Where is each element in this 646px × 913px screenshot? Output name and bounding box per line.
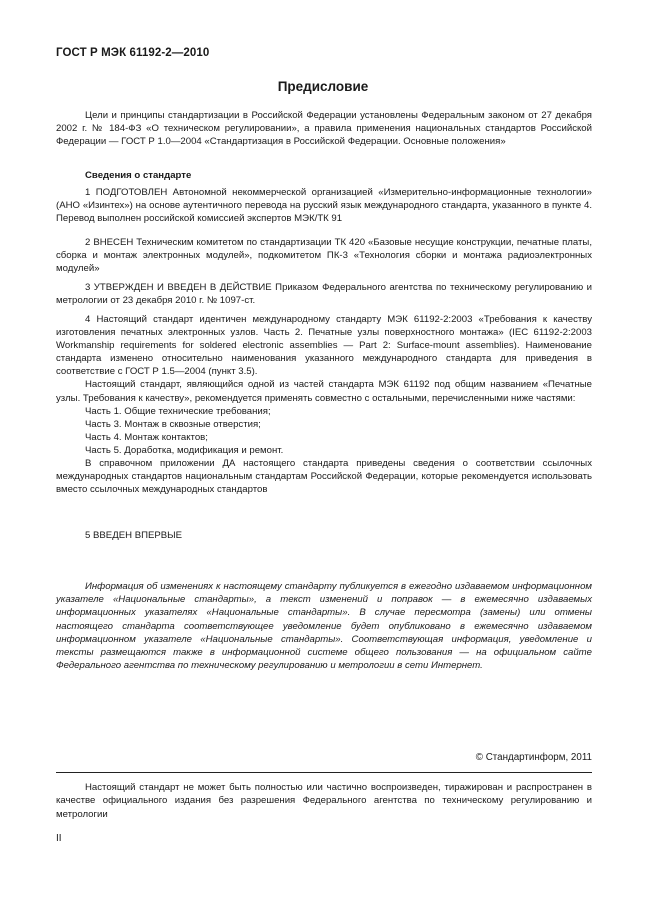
intro-block [56,109,592,148]
page-number: II [56,833,62,844]
item-4-series-paragraph: Настоящий стандарт, являющийся одной из частей стандарта МЭК 61192 под общим названием «Печатные узлы. Требования к качеству», рекомендуется применять совместно с остальными, перечисленными ниже частями: [56,379,592,404]
changes-info-paragraph: Информация об изменениях к настоящему стандарту публикуется в ежегодно издаваемом информационном указателе «Национальные стандарты», а текст изменений и поправок — в ежемесячно издаваемых информационных указателях «Национальные стандарты». В случае пересмотра (замены) или отмены настоящего стандарта соответствующее уведомление будет опубликовано в ежемесячно издаваемом информационном указателе «Национальные стандарты». Соответствующая информация, уведомление и тексты размещаются также в информационной системе общего пользования — на официальном сайте Федерального агентства по техническому регулированию и метрологии в сети Интернет. [56,581,592,672]
standard-code-header: ГОСТ Р МЭК 61192-2—2010 [56,47,210,59]
section-heading: Сведения о стандарте [85,170,192,181]
item-5-paragraph: 5 ВВЕДЕН ВПЕРВЫЕ [85,530,183,541]
page-title [0,79,646,94]
item-3-paragraph: 3 УТВЕРЖДЕН И ВВЕДЕН В ДЕЙСТВИЕ Приказом Федерального агентства по техническому регулированию и метрологии от 23 декабря 2010 г. № 1097-ст. [56,282,592,307]
item-4-block [56,313,592,496]
reproduction-notice-block [56,781,592,821]
item-4-paragraph: 4 Настоящий стандарт идентичен международному стандарту МЭК 61192-2:2003 «Требования к качеству изготовления печатных электронных узлов. Часть 2. Печатные узлы поверхностного монтажа» (IEC 61192-2:2003 Workmanship requirements for soldered electronic assemblies — Part 2: Surface-mount assemblies). Наименование стандарта изменено относительно наименования указанного международного стандарта для приведения в соответствие с ГОСТ Р 1.5—2004 (пункт 3.5). [56,314,592,378]
item-4-appendix-paragraph: В справочном приложении ДА настоящего стандарта приведены сведения о соответствии ссылочных международных стандартов национальным стандартам Российской Федерации, которые рекомендуется использовать вместо ссылочных международных стандартов [56,458,592,496]
part-list-item: Часть 4. Монтаж контактов; [85,431,208,443]
item-5-block [56,529,592,542]
part-list-item: Часть 5. Доработка, модификация и ремонт. [85,444,284,456]
item-3-block [56,281,592,307]
item-1-block [56,186,592,225]
copyright-line: © Стандартинформ, 2011 [475,752,592,763]
horizontal-divider [56,772,592,773]
part-list-item: Часть 3. Монтаж в сквозные отверстия; [85,418,261,430]
intro-paragraph: Цели и принципы стандартизации в Российской Федерации установлены Федеральным законом от 27 декабря 2002 г. № 184-ФЗ «О техническом регулировании», а правила применения национальных стандартов Российской Федерации — ГОСТ Р 1.0—2004 «Стандартизация в Российской Федерации. Основные положения» [56,110,592,148]
page-title-text: Предисловие [277,79,369,94]
item-1-paragraph: 1 ПОДГОТОВЛЕН Автономной некоммерческой организацией «Измерительно-информационные технологии» (АНО «Изинтех») на основе аутентичного перевода на русский язык международного стандарта, указанного в пункте 4. Перевод выполнен российской комиссией экспертов МЭК/ТК 91 [56,187,592,225]
item-2-block [56,236,592,275]
part-list-item: Часть 1. Общие технические требования; [85,405,271,417]
item-2-paragraph: 2 ВНЕСЕН Техническим комитетом по стандартизации ТК 420 «Базовые несущие конструкции, печатные платы, сборка и монтаж электронных модулей», подкомитетом ПК-3 «Технология сборки и монтажа радиоэлектронных модулей» [56,237,592,275]
changes-info-block [56,580,592,672]
reproduction-notice-paragraph: Настоящий стандарт не может быть полностью или частично воспроизведен, тиражирован и распространен в качестве официального издания без разрешения Федерального агентства по техническому регулированию и метрологии [56,782,592,820]
